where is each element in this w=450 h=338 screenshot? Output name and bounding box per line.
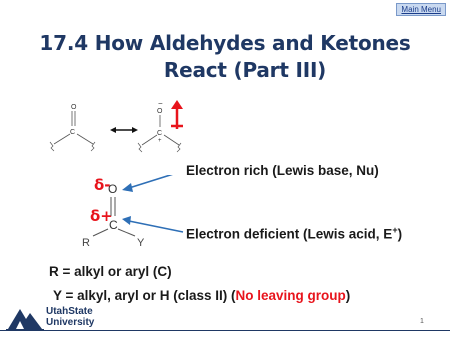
- university-logo-text: [46, 306, 94, 328]
- main-menu-button[interactable]: Main Menu: [396, 3, 446, 16]
- electron-deficient-charge: +: [392, 225, 398, 235]
- delta-plus-label: δ+: [90, 207, 113, 225]
- resonance-structures: [40, 100, 200, 160]
- resonance-arrow-left-head: [110, 127, 116, 133]
- slide-title-line2: React (Part III): [163, 58, 327, 82]
- resonance-left-oxygen: O: [71, 104, 77, 111]
- resonance-arrow-right-head: [132, 127, 138, 133]
- resonance-left-bond-r: [54, 134, 70, 144]
- y-definition-close: ): [345, 288, 351, 303]
- resonance-left-squiggle-r: [50, 142, 54, 151]
- electron-deficient-arrow-head: [122, 216, 131, 225]
- r-definition: R = alkyl or aryl (C): [49, 264, 172, 279]
- carbonyl-y-group: Y: [137, 237, 145, 249]
- carbonyl-bond-r: [93, 229, 108, 236]
- no-leaving-group-text: No leaving group: [235, 288, 346, 303]
- resonance-right-oxygen: O: [157, 108, 163, 115]
- delta-minus-label: δ-: [94, 176, 111, 194]
- university-logo-icon: [6, 303, 44, 331]
- carbonyl-bond-y: [118, 229, 135, 236]
- carbonyl-oxygen: O: [108, 182, 118, 196]
- carbonyl-carbon: C: [109, 218, 118, 232]
- resonance-right-carbon: C: [157, 130, 163, 137]
- electron-deficient-close: ): [397, 226, 403, 242]
- carbonyl-r-group: R: [82, 237, 90, 249]
- resonance-left-carbon: C: [70, 129, 76, 136]
- electron-deficient-text: Electron deficient (Lewis acid, E: [186, 226, 393, 242]
- logo-line1: UtahState: [46, 306, 93, 317]
- resonance-left-bond-y: [77, 134, 93, 144]
- slide-title: [0, 30, 450, 84]
- resonance-right-bond-y: [164, 135, 179, 145]
- y-definition: [53, 288, 350, 303]
- electron-deficient-label: [186, 225, 402, 242]
- page-number: 1: [420, 318, 424, 325]
- electron-rich-arrow-line: [129, 175, 183, 188]
- y-definition-text: Y = alkyl, aryl or H (class II) (: [53, 288, 236, 303]
- resonance-right-anion-charge: −: [158, 100, 163, 108]
- logo-line2: University: [46, 317, 95, 328]
- electron-rich-label: Electron rich (Lewis base, Nu): [186, 163, 379, 178]
- slide-title-line1: 17.4 How Aldehydes and Ketones: [39, 31, 411, 55]
- resonance-right-squiggle-r: [138, 143, 142, 152]
- resonance-right-bond-r: [142, 135, 157, 145]
- electron-rich-arrow-head: [122, 183, 133, 192]
- polarity-arrow-head: [171, 100, 183, 109]
- electron-deficient-arrow-line: [129, 221, 183, 232]
- footer-rule: [0, 330, 450, 331]
- resonance-right-cation-charge: +: [158, 138, 162, 144]
